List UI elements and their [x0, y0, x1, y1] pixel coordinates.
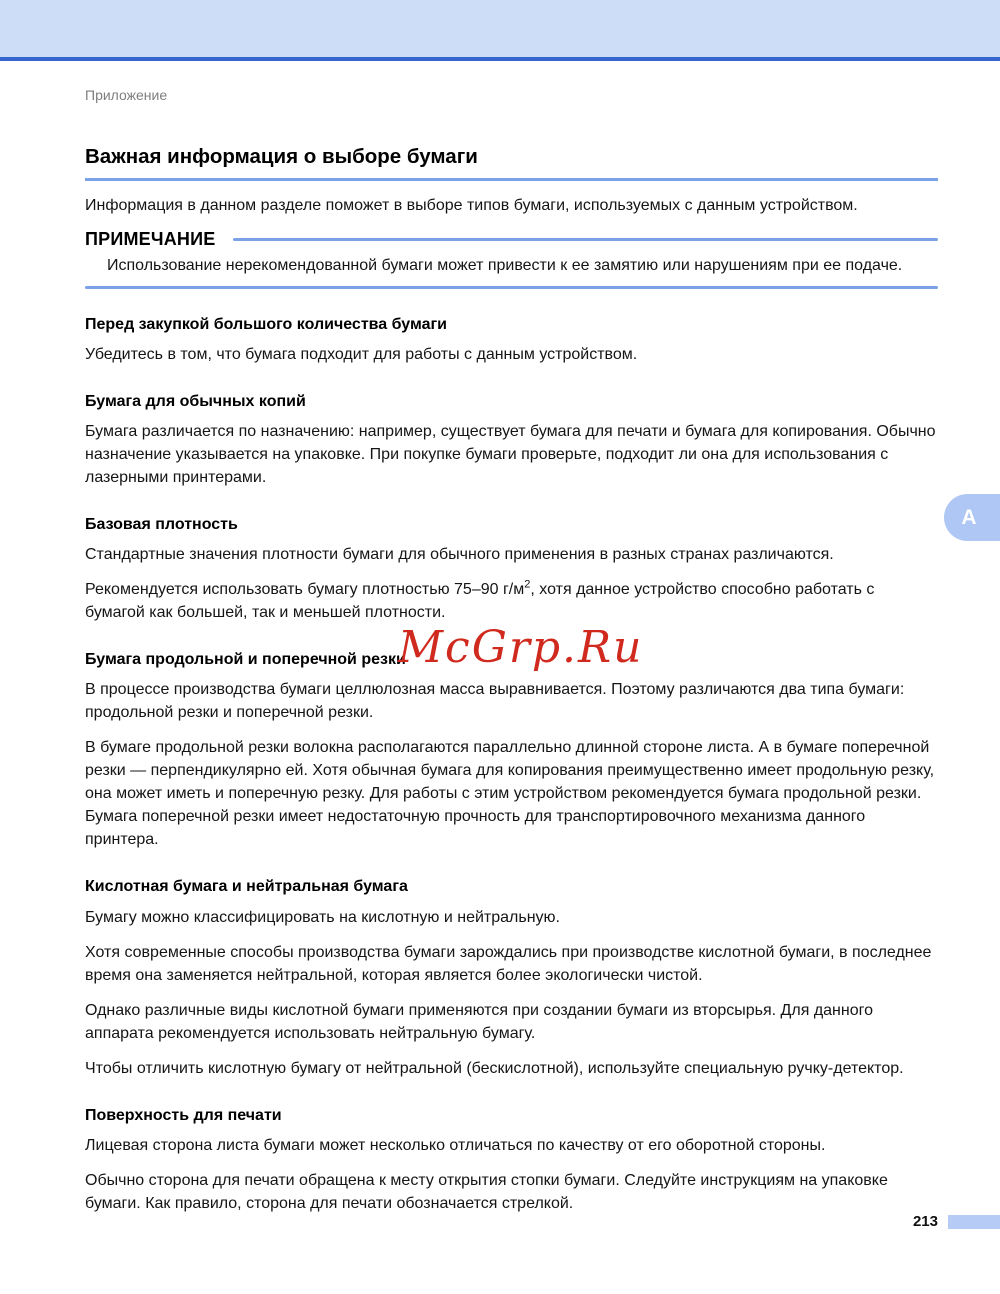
page-number: 213 — [912, 1213, 938, 1230]
section-paragraph: Убедитесь в том, что бумага подходит для работы с данным устройством. — [85, 345, 638, 363]
section-heading: Кислотная бумага и нейтральная бумага — [85, 878, 408, 896]
note-rule-line — [233, 238, 938, 241]
section-paragraph: Хотя современные способы производства бумаги зарождались при производстве кислотной бумаги, в последнее время она заменяется нейтральной, которая является более экологически чистой. — [85, 943, 932, 984]
section-paragraph: Стандартные значения плотности бумаги для обычного применения в разных странах различаются. — [85, 546, 834, 564]
side-tab-label: A — [961, 505, 977, 529]
section-paragraph: Чтобы отличить кислотную бумагу от нейтральной (бескислотной), используйте специальную ручку-детектор. — [85, 1059, 904, 1077]
note-label: ПРИМЕЧАНИЕ — [85, 228, 216, 249]
note-text: Использование нерекомендованной бумаги может привести к ее замятию или нарушениям при ее подаче. — [107, 256, 903, 274]
section-paragraph: Бумагу можно классифицировать на кислотную и нейтральную. — [85, 908, 560, 926]
watermark: McGrp.Ru — [398, 622, 644, 673]
section-before-buying — [85, 315, 938, 366]
section-heading: Поверхность для печати — [85, 1106, 282, 1124]
superscript-2: 2 — [524, 578, 531, 591]
section-paragraph: Обычно сторона для печати обращена к месту открытия стопки бумаги. Следуйте инструкциям на упаковке бумаги. Как правило, сторона для печати обозначается стрелкой. — [85, 1171, 888, 1212]
section-basis-weight — [85, 515, 938, 624]
section-paragraph: В процессе производства бумаги целлюлозная масса выравнивается. Поэтому различаются два типа бумаги: продольной резки и поперечной резки. — [85, 681, 905, 722]
section-heading: Бумага продольной и поперечной резки — [85, 651, 406, 669]
note-bottom-line — [85, 286, 938, 289]
section-paragraph: Однако различные виды кислотной бумаги применяются при создании бумаги из вторсырья. Для данного аппарата рекомендуется использовать нейтральную бумагу. — [85, 1001, 874, 1042]
section-heading: Бумага для обычных копий — [85, 392, 306, 410]
section-print-surface — [85, 1106, 938, 1215]
section-heading: Базовая плотность — [85, 515, 238, 533]
section-heading: Перед закупкой большого количества бумаги — [85, 315, 448, 333]
page-title: Важная информация о выборе бумаги — [85, 145, 938, 181]
section-paragraph: Лицевая сторона листа бумаги может несколько отличаться по качеству от его оборотной стороны. — [85, 1136, 826, 1154]
footer-accent-bar — [948, 1215, 1000, 1229]
section-acid-neutral — [85, 877, 938, 1079]
running-head: Приложение — [85, 87, 168, 103]
density-text-before: Рекомендуется использовать бумагу плотностью 75–90 г/м — [85, 581, 525, 599]
intro-paragraph: Информация в данном разделе поможет в выборе типов бумаги, используемых с данным устройством. — [85, 196, 858, 214]
appendix-side-tab — [944, 494, 1000, 541]
section-paragraph: Бумага различается по назначению: например, существует бумага для печати и бумага для копирования. Обычно назначение указывается на упаковке. При покупке бумаги проверьте, подходит ли она для использования с лазерными принтерами. — [85, 422, 936, 486]
note-block — [85, 229, 938, 289]
top-banner — [0, 0, 1000, 61]
page-footer — [0, 1211, 1000, 1233]
note-header — [85, 229, 938, 250]
density-text-after: , хотя данное устройство способно работать с бумагой как большей, так и меньшей плотности. — [85, 581, 875, 622]
section-plain-copies — [85, 392, 938, 489]
section-paragraph: В бумаге продольной резки волокна располагаются параллельно длинной стороне листа. А в бумаге поперечной резки — перпендикулярно ей. Хотя обычная бумага для копирования преимущественно имеет продольную резку, она может иметь и поперечную резку. Для работы с этим устройством рекомендуется бумага продольной резки. Бумага поперечной резки имеет недостаточную прочность для транспортировочного механизма данного принтера. — [85, 739, 935, 849]
section-paragraph-density — [85, 578, 938, 624]
section-grain — [85, 650, 938, 851]
